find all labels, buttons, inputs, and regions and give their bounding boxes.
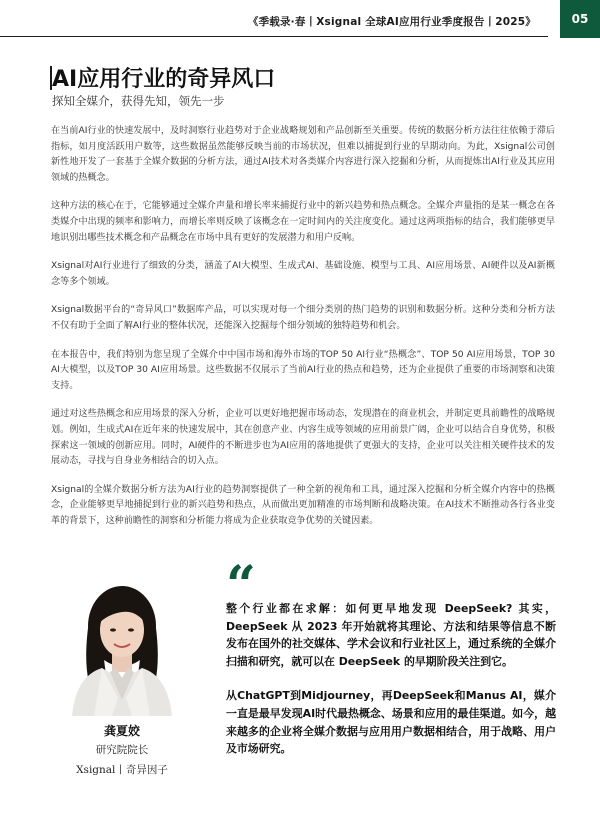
paragraph: Xsignal对AI行业进行了细致的分类，涵盖了AI大模型、生成式AI、基础设施、模型与工具、AI应用场景、AI硬件以及AI新概念等多个领域。 (51, 261, 555, 287)
quote-paragraph: 整个行业都在求解：如何更早地发现 DeepSeek? 其实，DeepSeek 从 2023 年开始就将其理论、方法和结果等信息不断发布在国外的社交媒体、学术会议和行业社区上，通过系统的全媒介扫描和研究，就可以在 DeepSeek 的早期阶段关注到它。 (226, 602, 556, 668)
author-org: Xsignal丨奇异因子 (76, 764, 168, 776)
section-title: AI应用行业的奇异风口 (52, 67, 276, 92)
paragraph: 这种方法的核心在于，它能够通过全媒介声量和增长率来捕捉行业中的新兴趋势和热点概念。全媒介声量指的是某一概念在各类媒介中出现的频率和影响力，而增长率则反映了该概念在一定时间内的关注度变化。通过这两项指标的结合，我们能够更早地识别出哪些技术概念和产品概念在市场中具有更好的发展潜力和用户反响。 (51, 201, 555, 243)
paragraph: Xsignal的全媒介数据分析方法为AI行业的趋势洞察提供了一种全新的视角和工具，通过深入挖掘和分析全媒介内容中的热概念，企业能够更早地捕捉到行业的新兴趋势和热点，从而做出更加精准的市场判断和战略决策。在AI技术不断推动各行各业变革的背景下，这种前瞻性的洞察和分析能力将成为企业获取竞争优势的关键因素。 (51, 484, 555, 526)
running-header: 《季载录·春丨Xsignal 全球AI应用行业季度报告丨2025》 (247, 16, 536, 28)
author-name: 龚夏姣 (103, 724, 140, 738)
quote-paragraph: 从ChatGPT到Midjourney，再DeepSeek和Manus AI，媒介一直是最早发现AI时代最热概念、场景和应用的最佳渠道。如今，越来越多的企业将全媒介数据与应用用户数据相结合，用于战略、用户及市场研究。 (226, 689, 556, 756)
paragraph: 在本报告中，我们特别为您呈现了全媒介中中国市场和海外市场的TOP 50 AI行业“热概念”、TOP 50 AI应用场景，TOP 30 AI大模型，以及TOP 30 AI应用场景。这些数据不仅展示了当前AI行业的热点和趋势，还为企业提供了重要的市场洞察和决策支持。 (51, 349, 555, 391)
header-rule (0, 36, 548, 37)
author-role: 研究院院长 (95, 744, 149, 756)
quote-mark-icon: “ (226, 555, 256, 616)
paragraph: Xsignal数据平台的“奇异风口”数据库产品，可以实现对每一个细分类别的热门趋势的识别和数据分析。这种分类和分析方法不仅有助于全面了解AI行业的整体状况，还能深入挖掘每个细分领域的独特趋势和机会。 (51, 305, 555, 331)
author-photo (52, 568, 192, 716)
page-number-badge: 05 (560, 0, 600, 38)
paragraph: 在当前AI行业的快速发展中，及时洞察行业趋势对于企业战略规划和产品创新至关重要。传统的数据分析方法往往依赖于滞后指标，如月度活跃用户数等，这些数据虽然能够反映当前的市场状况，但难以捕捉到行业的早期动向。为此，Xsignal公司创新性地开发了一套基于全媒介数据的分析方法，通过AI技术对各类媒介内容进行深入挖掘和分析，从而提炼出AI行业及其应用领域的热概念。 (51, 126, 555, 183)
section-subtitle: 探知全媒介，获得先知，领先一步 (52, 94, 225, 108)
pull-quote (226, 600, 556, 775)
paragraph: 通过对这些热概念和应用场景的深入分析，企业可以更好地把握市场动态，发现潜在的商业机会，并制定更具前瞻性的战略规划。例如，生成式AI在近年来的快速发展中，其在创意产业、内容生成等领域的应用前景广阔，企业可以结合自身优势，积极探索这一领域的创新应用。同时，AI硬件的不断进步也为AI应用的落地提供了更强大的支持，企业可以关注相关硬件技术的发展动态，寻找与自身业务相结合的切入点。 (51, 409, 555, 467)
body-text (51, 124, 555, 542)
